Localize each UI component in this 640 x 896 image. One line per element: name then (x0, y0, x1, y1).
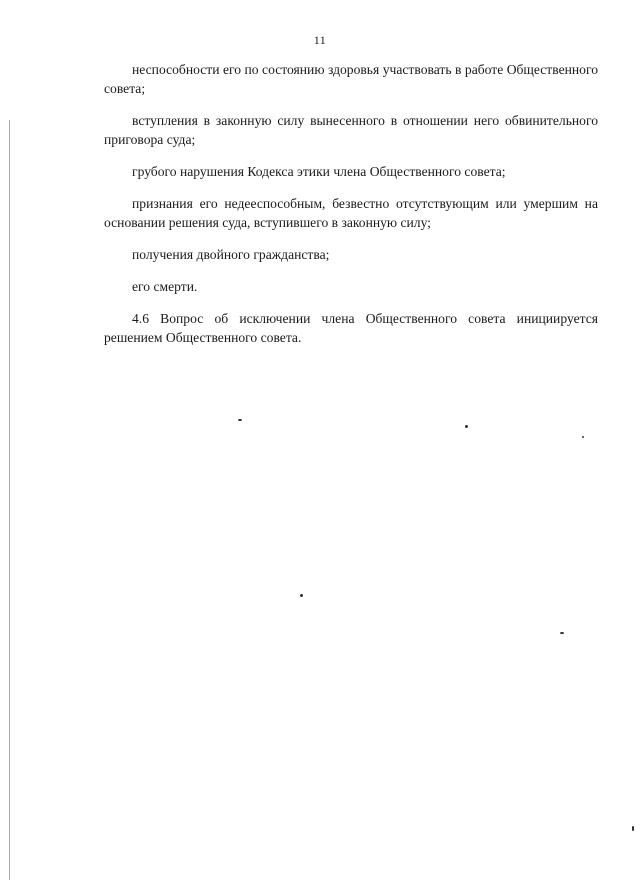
scan-speck (300, 594, 303, 597)
document-body (104, 60, 598, 360)
paragraph-incapacity-health: неспособности его по состоянию здоровья участвовать в работе Общественного совета; (104, 62, 598, 96)
scan-edge-line (9, 120, 10, 880)
scan-speck (582, 436, 584, 438)
paragraph-court-decision: признания его недееспособным, безвестно отсутствующим или умершим на основании решения суда, вступившего в законную силу; (104, 196, 598, 230)
paragraph-4-6-exclusion: 4.6 Вопрос об исключении члена Общественного совета инициируется решением Общественного совета. (104, 311, 598, 345)
paragraph-dual-citizenship: получения двойного гражданства; (132, 247, 330, 262)
page-number: 11 (313, 33, 327, 47)
paragraph-death: его смерти. (132, 279, 198, 294)
scan-speck (560, 632, 564, 634)
paragraph-conviction: вступления в законную силу вынесенного в отношении него обвинительного приговора суда; (104, 113, 598, 147)
paragraph-ethics-violation: грубого нарушения Кодекса этики члена Общественного совета; (132, 164, 506, 179)
scan-speck (238, 419, 242, 421)
scan-speck (632, 826, 634, 831)
scan-speck (465, 425, 468, 428)
